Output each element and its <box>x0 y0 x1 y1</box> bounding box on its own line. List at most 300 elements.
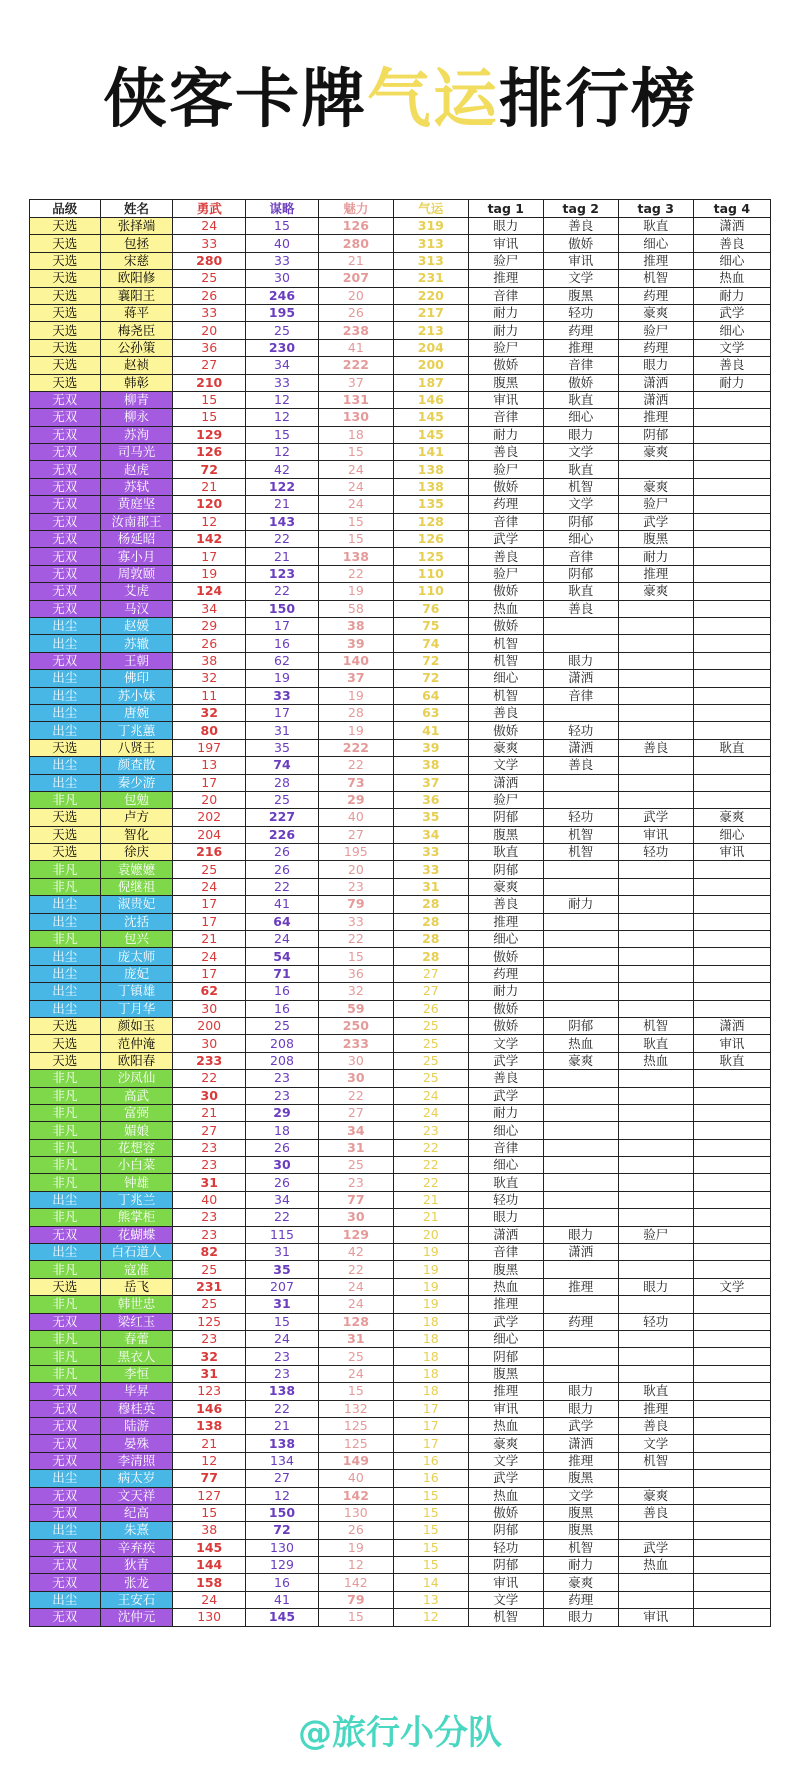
luck-cell: 31 <box>393 878 468 895</box>
tag1-cell: 验尸 <box>468 565 543 582</box>
tag4-cell: 豪爽 <box>693 809 770 826</box>
luck-cell: 23 <box>393 1122 468 1139</box>
table-row <box>30 948 771 965</box>
brave-cell: 12 <box>173 1452 246 1469</box>
tag4-cell: 耐力 <box>693 374 770 391</box>
tag3-cell <box>618 861 693 878</box>
brave-cell: 62 <box>173 983 246 1000</box>
tag1-cell: 耐力 <box>468 1104 543 1121</box>
brave-cell: 129 <box>173 426 246 443</box>
tag4-cell: 耿直 <box>693 1052 770 1069</box>
charm-cell: 29 <box>318 791 393 808</box>
tag3-cell: 审讯 <box>618 826 693 843</box>
grade-cell: 出尘 <box>30 913 101 930</box>
table-row <box>30 1557 771 1574</box>
tag2-cell: 耿直 <box>543 391 618 408</box>
strategy-cell: 21 <box>246 548 319 565</box>
brave-cell: 202 <box>173 809 246 826</box>
tag3-cell <box>618 635 693 652</box>
tag3-cell: 善良 <box>618 739 693 756</box>
strategy-cell: 122 <box>246 478 319 495</box>
luck-cell: 28 <box>393 896 468 913</box>
tag3-cell <box>618 1174 693 1191</box>
name-cell: 狄青 <box>100 1557 173 1574</box>
tag3-cell: 善良 <box>618 1504 693 1521</box>
brave-cell: 200 <box>173 1017 246 1034</box>
grade-cell: 无双 <box>30 1557 101 1574</box>
brave-cell: 77 <box>173 1470 246 1487</box>
strategy-cell: 24 <box>246 931 319 948</box>
grade-cell: 无双 <box>30 496 101 513</box>
strategy-cell: 64 <box>246 913 319 930</box>
name-cell: 毕昇 <box>100 1383 173 1400</box>
strategy-cell: 138 <box>246 1383 319 1400</box>
tag3-cell: 验尸 <box>618 1226 693 1243</box>
table-row <box>30 617 771 634</box>
tag1-cell: 腹黑 <box>468 1365 543 1382</box>
charm-cell: 19 <box>318 687 393 704</box>
tag2-cell: 傲娇 <box>543 235 618 252</box>
strategy-cell: 31 <box>246 1244 319 1261</box>
tag1-cell: 傲娇 <box>468 948 543 965</box>
tag4-cell <box>693 1400 770 1417</box>
brave-cell: 15 <box>173 1504 246 1521</box>
grade-cell: 无双 <box>30 461 101 478</box>
name-cell: 欧阳修 <box>100 270 173 287</box>
tag3-cell <box>618 757 693 774</box>
tag1-cell: 阴郁 <box>468 809 543 826</box>
strategy-cell: 27 <box>246 1470 319 1487</box>
luck-cell: 313 <box>393 235 468 252</box>
charm-cell: 77 <box>318 1191 393 1208</box>
tag3-cell <box>618 1331 693 1348</box>
charm-cell: 33 <box>318 913 393 930</box>
tag1-cell: 阴郁 <box>468 1522 543 1539</box>
tag2-cell <box>543 617 618 634</box>
tag2-cell <box>543 931 618 948</box>
tag1-cell: 文学 <box>468 1035 543 1052</box>
luck-cell: 141 <box>393 444 468 461</box>
tag3-cell: 推理 <box>618 1400 693 1417</box>
luck-cell: 19 <box>393 1261 468 1278</box>
tag4-cell <box>693 635 770 652</box>
name-cell: 智化 <box>100 826 173 843</box>
brave-cell: 123 <box>173 1383 246 1400</box>
tag2-cell: 阴郁 <box>543 513 618 530</box>
charm-cell: 22 <box>318 1261 393 1278</box>
brave-cell: 138 <box>173 1417 246 1434</box>
name-cell: 包兴 <box>100 931 173 948</box>
luck-cell: 319 <box>393 218 468 235</box>
luck-cell: 19 <box>393 1278 468 1295</box>
tag4-cell <box>693 1122 770 1139</box>
charm-cell: 207 <box>318 270 393 287</box>
tag1-cell: 机智 <box>468 652 543 669</box>
strategy-cell: 130 <box>246 1539 319 1556</box>
name-cell: 寡小月 <box>100 548 173 565</box>
charm-cell: 126 <box>318 218 393 235</box>
tag4-cell <box>693 496 770 513</box>
tag2-cell: 腹黑 <box>543 287 618 304</box>
tag4-cell <box>693 652 770 669</box>
tag2-cell: 眼力 <box>543 1383 618 1400</box>
tag3-cell: 轻功 <box>618 844 693 861</box>
tag4-cell <box>693 1261 770 1278</box>
strategy-cell: 25 <box>246 1017 319 1034</box>
header-strategy: 谋略 <box>246 200 319 218</box>
luck-cell: 33 <box>393 861 468 878</box>
tag2-cell <box>543 1365 618 1382</box>
table-row <box>30 1087 771 1104</box>
luck-cell: 22 <box>393 1174 468 1191</box>
tag4-cell <box>693 409 770 426</box>
grade-cell: 无双 <box>30 1574 101 1591</box>
tag2-cell: 腹黑 <box>543 1522 618 1539</box>
strategy-cell: 33 <box>246 374 319 391</box>
charm-cell: 79 <box>318 1591 393 1608</box>
grade-cell: 出尘 <box>30 1000 101 1017</box>
brave-cell: 21 <box>173 1104 246 1121</box>
tag4-cell: 细心 <box>693 826 770 843</box>
tag4-cell <box>693 670 770 687</box>
charm-cell: 233 <box>318 1035 393 1052</box>
table-row <box>30 461 771 478</box>
grade-cell: 天选 <box>30 1017 101 1034</box>
strategy-cell: 12 <box>246 409 319 426</box>
luck-cell: 41 <box>393 722 468 739</box>
table-row <box>30 1591 771 1608</box>
strategy-cell: 150 <box>246 600 319 617</box>
brave-cell: 20 <box>173 322 246 339</box>
tag1-cell: 推理 <box>468 1296 543 1313</box>
tag4-cell: 潇洒 <box>693 1017 770 1034</box>
brave-cell: 25 <box>173 1261 246 1278</box>
grade-cell: 非凡 <box>30 1296 101 1313</box>
brave-cell: 30 <box>173 1000 246 1017</box>
charm-cell: 28 <box>318 704 393 721</box>
grade-cell: 天选 <box>30 218 101 235</box>
brave-cell: 33 <box>173 304 246 321</box>
brave-cell: 24 <box>173 218 246 235</box>
name-cell: 颜如玉 <box>100 1017 173 1034</box>
tag1-cell: 细心 <box>468 670 543 687</box>
table-row <box>30 878 771 895</box>
strategy-cell: 134 <box>246 1452 319 1469</box>
luck-cell: 17 <box>393 1400 468 1417</box>
grade-cell: 无双 <box>30 652 101 669</box>
tag3-cell <box>618 1139 693 1156</box>
strategy-cell: 34 <box>246 357 319 374</box>
header-tag4: tag 4 <box>693 200 770 218</box>
table-row <box>30 513 771 530</box>
name-cell: 王朝 <box>100 652 173 669</box>
charm-cell: 24 <box>318 478 393 495</box>
tag3-cell <box>618 1000 693 1017</box>
name-cell: 沙凤仙 <box>100 1070 173 1087</box>
grade-cell: 无双 <box>30 1609 101 1626</box>
luck-cell: 145 <box>393 409 468 426</box>
grade-cell: 非凡 <box>30 1139 101 1156</box>
tag4-cell <box>693 931 770 948</box>
tag4-cell <box>693 774 770 791</box>
tag1-cell: 细心 <box>468 1331 543 1348</box>
tag1-cell: 音律 <box>468 1139 543 1156</box>
grade-cell: 天选 <box>30 809 101 826</box>
brave-cell: 20 <box>173 791 246 808</box>
luck-cell: 72 <box>393 652 468 669</box>
tag3-cell: 豪爽 <box>618 478 693 495</box>
tag4-cell: 武学 <box>693 304 770 321</box>
grade-cell: 无双 <box>30 1487 101 1504</box>
charm-cell: 26 <box>318 304 393 321</box>
luck-cell: 138 <box>393 461 468 478</box>
tag1-cell: 耐力 <box>468 322 543 339</box>
tag4-cell <box>693 426 770 443</box>
tag1-cell: 傲娇 <box>468 583 543 600</box>
brave-cell: 17 <box>173 896 246 913</box>
strategy-cell: 42 <box>246 461 319 478</box>
table-row <box>30 1539 771 1556</box>
table-row <box>30 1174 771 1191</box>
table-row <box>30 1209 771 1226</box>
name-cell: 高武 <box>100 1087 173 1104</box>
tag4-cell <box>693 583 770 600</box>
tag3-cell <box>618 1104 693 1121</box>
strategy-cell: 12 <box>246 391 319 408</box>
tag1-cell: 阴郁 <box>468 1348 543 1365</box>
tag3-cell: 善良 <box>618 1417 693 1434</box>
charm-cell: 128 <box>318 1313 393 1330</box>
tag3-cell: 潇洒 <box>618 374 693 391</box>
luck-cell: 21 <box>393 1209 468 1226</box>
brave-cell: 280 <box>173 252 246 269</box>
tag4-cell: 文学 <box>693 1278 770 1295</box>
table-row <box>30 1278 771 1295</box>
tag3-cell: 腹黑 <box>618 531 693 548</box>
tag1-cell: 验尸 <box>468 461 543 478</box>
table-row <box>30 704 771 721</box>
strategy-cell: 23 <box>246 1070 319 1087</box>
name-cell: 庞妃 <box>100 965 173 982</box>
tag3-cell: 推理 <box>618 409 693 426</box>
strategy-cell: 18 <box>246 1122 319 1139</box>
name-cell: 黑衣人 <box>100 1348 173 1365</box>
tag2-cell: 腹黑 <box>543 1470 618 1487</box>
grade-cell: 无双 <box>30 426 101 443</box>
tag4-cell <box>693 1070 770 1087</box>
strategy-cell: 40 <box>246 235 319 252</box>
tag3-cell <box>618 1070 693 1087</box>
name-cell: 丁月华 <box>100 1000 173 1017</box>
table-row <box>30 409 771 426</box>
strategy-cell: 41 <box>246 896 319 913</box>
luck-cell: 26 <box>393 1000 468 1017</box>
tag3-cell: 细心 <box>618 235 693 252</box>
name-cell: 汝南郡王 <box>100 513 173 530</box>
grade-cell: 无双 <box>30 513 101 530</box>
tag2-cell: 药理 <box>543 1591 618 1608</box>
table-row <box>30 1365 771 1382</box>
tag3-cell: 推理 <box>618 252 693 269</box>
tag3-cell: 豪爽 <box>618 444 693 461</box>
name-cell: 淑贵妃 <box>100 896 173 913</box>
tag4-cell: 细心 <box>693 322 770 339</box>
header-tag3: tag 3 <box>618 200 693 218</box>
charm-cell: 142 <box>318 1574 393 1591</box>
tag3-cell <box>618 1522 693 1539</box>
tag3-cell <box>618 1209 693 1226</box>
tag1-cell: 验尸 <box>468 339 543 356</box>
tag4-cell <box>693 965 770 982</box>
tag3-cell: 潇洒 <box>618 391 693 408</box>
tag1-cell: 善良 <box>468 548 543 565</box>
strategy-cell: 16 <box>246 983 319 1000</box>
tag3-cell: 耿直 <box>618 1383 693 1400</box>
grade-cell: 出尘 <box>30 1191 101 1208</box>
header-row <box>30 200 771 218</box>
charm-cell: 15 <box>318 513 393 530</box>
strategy-cell: 230 <box>246 339 319 356</box>
grade-cell: 非凡 <box>30 1122 101 1139</box>
luck-cell: 18 <box>393 1383 468 1400</box>
grade-cell: 天选 <box>30 357 101 374</box>
tag2-cell: 武学 <box>543 1417 618 1434</box>
tag2-cell: 轻功 <box>543 304 618 321</box>
table-body <box>30 218 771 1627</box>
tag4-cell <box>693 913 770 930</box>
brave-cell: 26 <box>173 287 246 304</box>
tag4-cell <box>693 1174 770 1191</box>
tag2-cell: 眼力 <box>543 652 618 669</box>
tag2-cell <box>543 1331 618 1348</box>
charm-cell: 22 <box>318 757 393 774</box>
luck-cell: 125 <box>393 548 468 565</box>
table-row <box>30 583 771 600</box>
charm-cell: 79 <box>318 896 393 913</box>
luck-cell: 200 <box>393 357 468 374</box>
tag1-cell: 审讯 <box>468 235 543 252</box>
table-row <box>30 218 771 235</box>
charm-cell: 38 <box>318 617 393 634</box>
grade-cell: 无双 <box>30 600 101 617</box>
luck-cell: 15 <box>393 1557 468 1574</box>
charm-cell: 31 <box>318 1139 393 1156</box>
strategy-cell: 143 <box>246 513 319 530</box>
tag3-cell <box>618 1348 693 1365</box>
luck-cell: 22 <box>393 1157 468 1174</box>
strategy-cell: 71 <box>246 965 319 982</box>
charm-cell: 15 <box>318 1383 393 1400</box>
brave-cell: 23 <box>173 1157 246 1174</box>
brave-cell: 233 <box>173 1052 246 1069</box>
grade-cell: 出尘 <box>30 1522 101 1539</box>
charm-cell: 32 <box>318 983 393 1000</box>
tag2-cell: 阴郁 <box>543 565 618 582</box>
table-row <box>30 1052 771 1069</box>
tag1-cell: 善良 <box>468 444 543 461</box>
name-cell: 花想容 <box>100 1139 173 1156</box>
tag1-cell: 文学 <box>468 757 543 774</box>
tag2-cell <box>543 1174 618 1191</box>
name-cell: 包拯 <box>100 235 173 252</box>
tag3-cell <box>618 1122 693 1139</box>
name-cell: 张龙 <box>100 1574 173 1591</box>
tag3-cell <box>618 1087 693 1104</box>
luck-cell: 72 <box>393 670 468 687</box>
name-cell: 艾虎 <box>100 583 173 600</box>
table-row <box>30 1470 771 1487</box>
grade-cell: 出尘 <box>30 722 101 739</box>
tag4-cell <box>693 948 770 965</box>
table-row <box>30 496 771 513</box>
name-cell: 韩彰 <box>100 374 173 391</box>
tag2-cell <box>543 948 618 965</box>
tag3-cell: 豪爽 <box>618 583 693 600</box>
name-cell: 倪继祖 <box>100 878 173 895</box>
table-row <box>30 339 771 356</box>
strategy-cell: 246 <box>246 287 319 304</box>
charm-cell: 15 <box>318 948 393 965</box>
name-cell: 马汉 <box>100 600 173 617</box>
name-cell: 李清照 <box>100 1452 173 1469</box>
tag2-cell: 药理 <box>543 1313 618 1330</box>
tag1-cell: 耐力 <box>468 983 543 1000</box>
tag3-cell: 文学 <box>618 1435 693 1452</box>
tag2-cell <box>543 1191 618 1208</box>
brave-cell: 80 <box>173 722 246 739</box>
tag1-cell: 阴郁 <box>468 1557 543 1574</box>
tag4-cell: 耐力 <box>693 287 770 304</box>
luck-cell: 19 <box>393 1296 468 1313</box>
table-row <box>30 426 771 443</box>
tag4-cell: 细心 <box>693 252 770 269</box>
luck-cell: 21 <box>393 1191 468 1208</box>
table-row <box>30 652 771 669</box>
tag1-cell: 推理 <box>468 1383 543 1400</box>
brave-cell: 23 <box>173 1226 246 1243</box>
name-cell: 病太岁 <box>100 1470 173 1487</box>
brave-cell: 24 <box>173 878 246 895</box>
luck-cell: 18 <box>393 1365 468 1382</box>
tag4-cell <box>693 1157 770 1174</box>
tag1-cell: 善良 <box>468 1070 543 1087</box>
tag4-cell <box>693 861 770 878</box>
tag4-cell: 善良 <box>693 235 770 252</box>
luck-cell: 12 <box>393 1609 468 1626</box>
strategy-cell: 62 <box>246 652 319 669</box>
grade-cell: 无双 <box>30 1435 101 1452</box>
tag1-cell: 傲娇 <box>468 617 543 634</box>
tag4-cell <box>693 600 770 617</box>
luck-cell: 24 <box>393 1104 468 1121</box>
name-cell: 李恒 <box>100 1365 173 1382</box>
luck-cell: 313 <box>393 252 468 269</box>
tag3-cell <box>618 704 693 721</box>
tag1-cell: 潇洒 <box>468 1226 543 1243</box>
name-cell: 沈仲元 <box>100 1609 173 1626</box>
brave-cell: 142 <box>173 531 246 548</box>
tag3-cell: 机智 <box>618 270 693 287</box>
strategy-cell: 30 <box>246 270 319 287</box>
strategy-cell: 21 <box>246 496 319 513</box>
table-row <box>30 965 771 982</box>
luck-cell: 25 <box>393 1052 468 1069</box>
name-cell: 苏洵 <box>100 426 173 443</box>
charm-cell: 30 <box>318 1052 393 1069</box>
brave-cell: 197 <box>173 739 246 756</box>
table-row <box>30 983 771 1000</box>
brave-cell: 34 <box>173 600 246 617</box>
